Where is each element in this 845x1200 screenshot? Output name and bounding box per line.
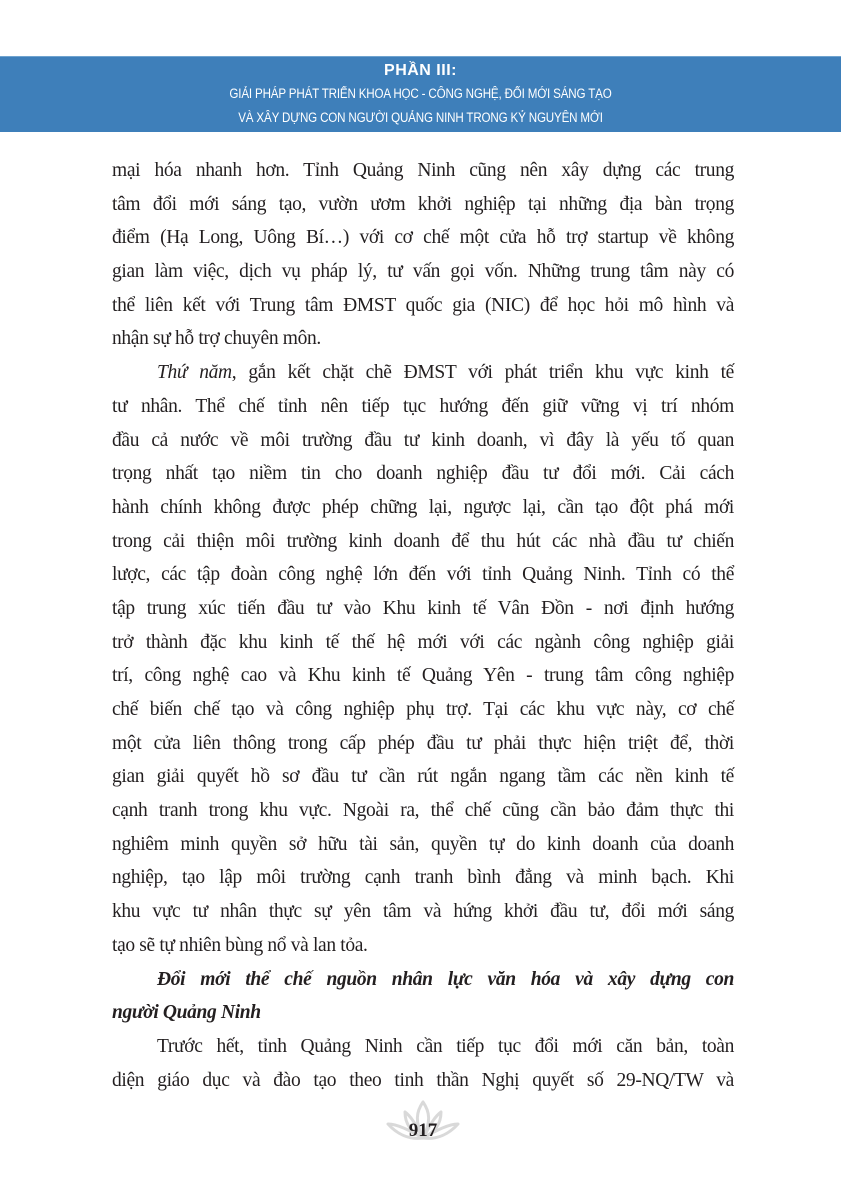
- italic-lead: Thứ năm: [157, 362, 232, 384]
- text-line: mại hóa nhanh hơn. Tỉnh Quảng Ninh cũng nên xây dựng các trung: [112, 160, 734, 181]
- section-title-line-1: GIẢI PHÁP PHÁT TRIỂN KHOA HỌC - CÔNG NGHỆ, ĐỔI MỚI SÁNG TẠO: [229, 86, 612, 101]
- text-line: nhận sự hỗ trợ chuyên môn.: [112, 328, 321, 350]
- text-line: diện giáo dục và đào tạo theo tinh thần Nghị quyết số 29-NQ/TW và: [112, 1069, 734, 1091]
- text-line: tập trung xúc tiến đầu tư vào Khu kinh tế Vân Đồn - nơi định hướng: [112, 597, 734, 619]
- section-header-banner: [0, 56, 841, 132]
- text-line: đầu cả nước về môi trường đầu tư kinh doanh, vì đây là yếu tố quan: [112, 429, 734, 451]
- text-line: chế biến chế tạo và công nghiệp phụ trợ. Tại các khu vực này, cơ chế: [112, 699, 734, 720]
- text-line: một cửa liên thông trong cấp phép đầu tư phải thực hiện triệt để, thời: [112, 732, 734, 754]
- text-line: lược, các tập đoàn công nghệ lớn đến với tỉnh Quảng Ninh. Tỉnh có thể: [112, 564, 734, 586]
- text-line: trọng nhất tạo niềm tin cho doanh nghiệp đầu tư đổi mới. Cải cách: [112, 463, 734, 485]
- page-footer: [383, 1098, 463, 1148]
- text-line: nghiêm minh quyền sở hữu tài sản, quyền tự do kinh doanh của doanh: [112, 833, 734, 855]
- text-line: khu vực tư nhân thực sự yên tâm và hứng khởi đầu tư, đổi mới sáng: [112, 901, 734, 923]
- text-line: cạnh tranh trong khu vực. Ngoài ra, thể chế cũng cần bảo đảm thực thi: [112, 800, 734, 822]
- subheading-line: Đổi mới thể chế nguồn nhân lực văn hóa và xây dựng con: [157, 968, 734, 990]
- text-line: gian làm việc, dịch vụ pháp lý, tư vấn gọi vốn. Những trung tâm này có: [112, 261, 734, 283]
- text-line: hành chính không được phép chững lại, ngược lại, cần tạo đột phá mới: [112, 496, 734, 518]
- section-title-line-2: VÀ XÂY DỰNG CON NGƯỜI QUẢNG NINH TRONG KỶ NGUYÊN MỚI: [238, 110, 603, 125]
- text-line: tạo sẽ tự nhiên bùng nổ và lan tỏa.: [112, 934, 368, 956]
- text-line: trí, công nghệ cao và Khu kinh tế Quảng Yên - trung tâm công nghiệp: [112, 665, 734, 687]
- text-line: trong cải thiện môi trường kinh doanh để thu hút các nhà đầu tư chiến: [112, 530, 734, 552]
- text-line: gian giải quyết hồ sơ đầu tư cần rút ngắn ngang tầm các nền kinh tế: [112, 766, 734, 788]
- part-label: PHẦN III:: [384, 62, 457, 79]
- text-line: điểm (Hạ Long, Uông Bí…) với cơ chế một cửa hỗ trợ startup về không: [112, 227, 734, 249]
- text-line: Trước hết, tỉnh Quảng Ninh cần tiếp tục đổi mới căn bản, toàn: [157, 1035, 734, 1057]
- body-text: [112, 154, 734, 1097]
- text-line: thể liên kết với Trung tâm ĐMST quốc gia (NIC) để học hỏi mô hình và: [112, 294, 734, 316]
- text-line: trở thành đặc khu kinh tế thế hệ mới với các ngành công nghiệp giải: [112, 631, 734, 653]
- subheading-line: người Quảng Ninh: [112, 1002, 261, 1024]
- text-line: tư nhân. Thể chế tỉnh nên tiếp tục hướng đến giữ vững vị trí nhóm: [112, 395, 734, 417]
- text-line: nghiệp, tạo lập môi trường cạnh tranh bình đẳng và minh bạch. Khi: [112, 867, 734, 889]
- page-number: 917: [408, 1120, 438, 1141]
- text-line-rest: , gắn kết chặt chẽ ĐMST với phát triển khu vực kinh tế: [231, 362, 734, 384]
- text-line: [112, 356, 734, 390]
- text-line: tâm đổi mới sáng tạo, vườn ươm khởi nghiệp tại những địa bàn trọng: [112, 193, 734, 215]
